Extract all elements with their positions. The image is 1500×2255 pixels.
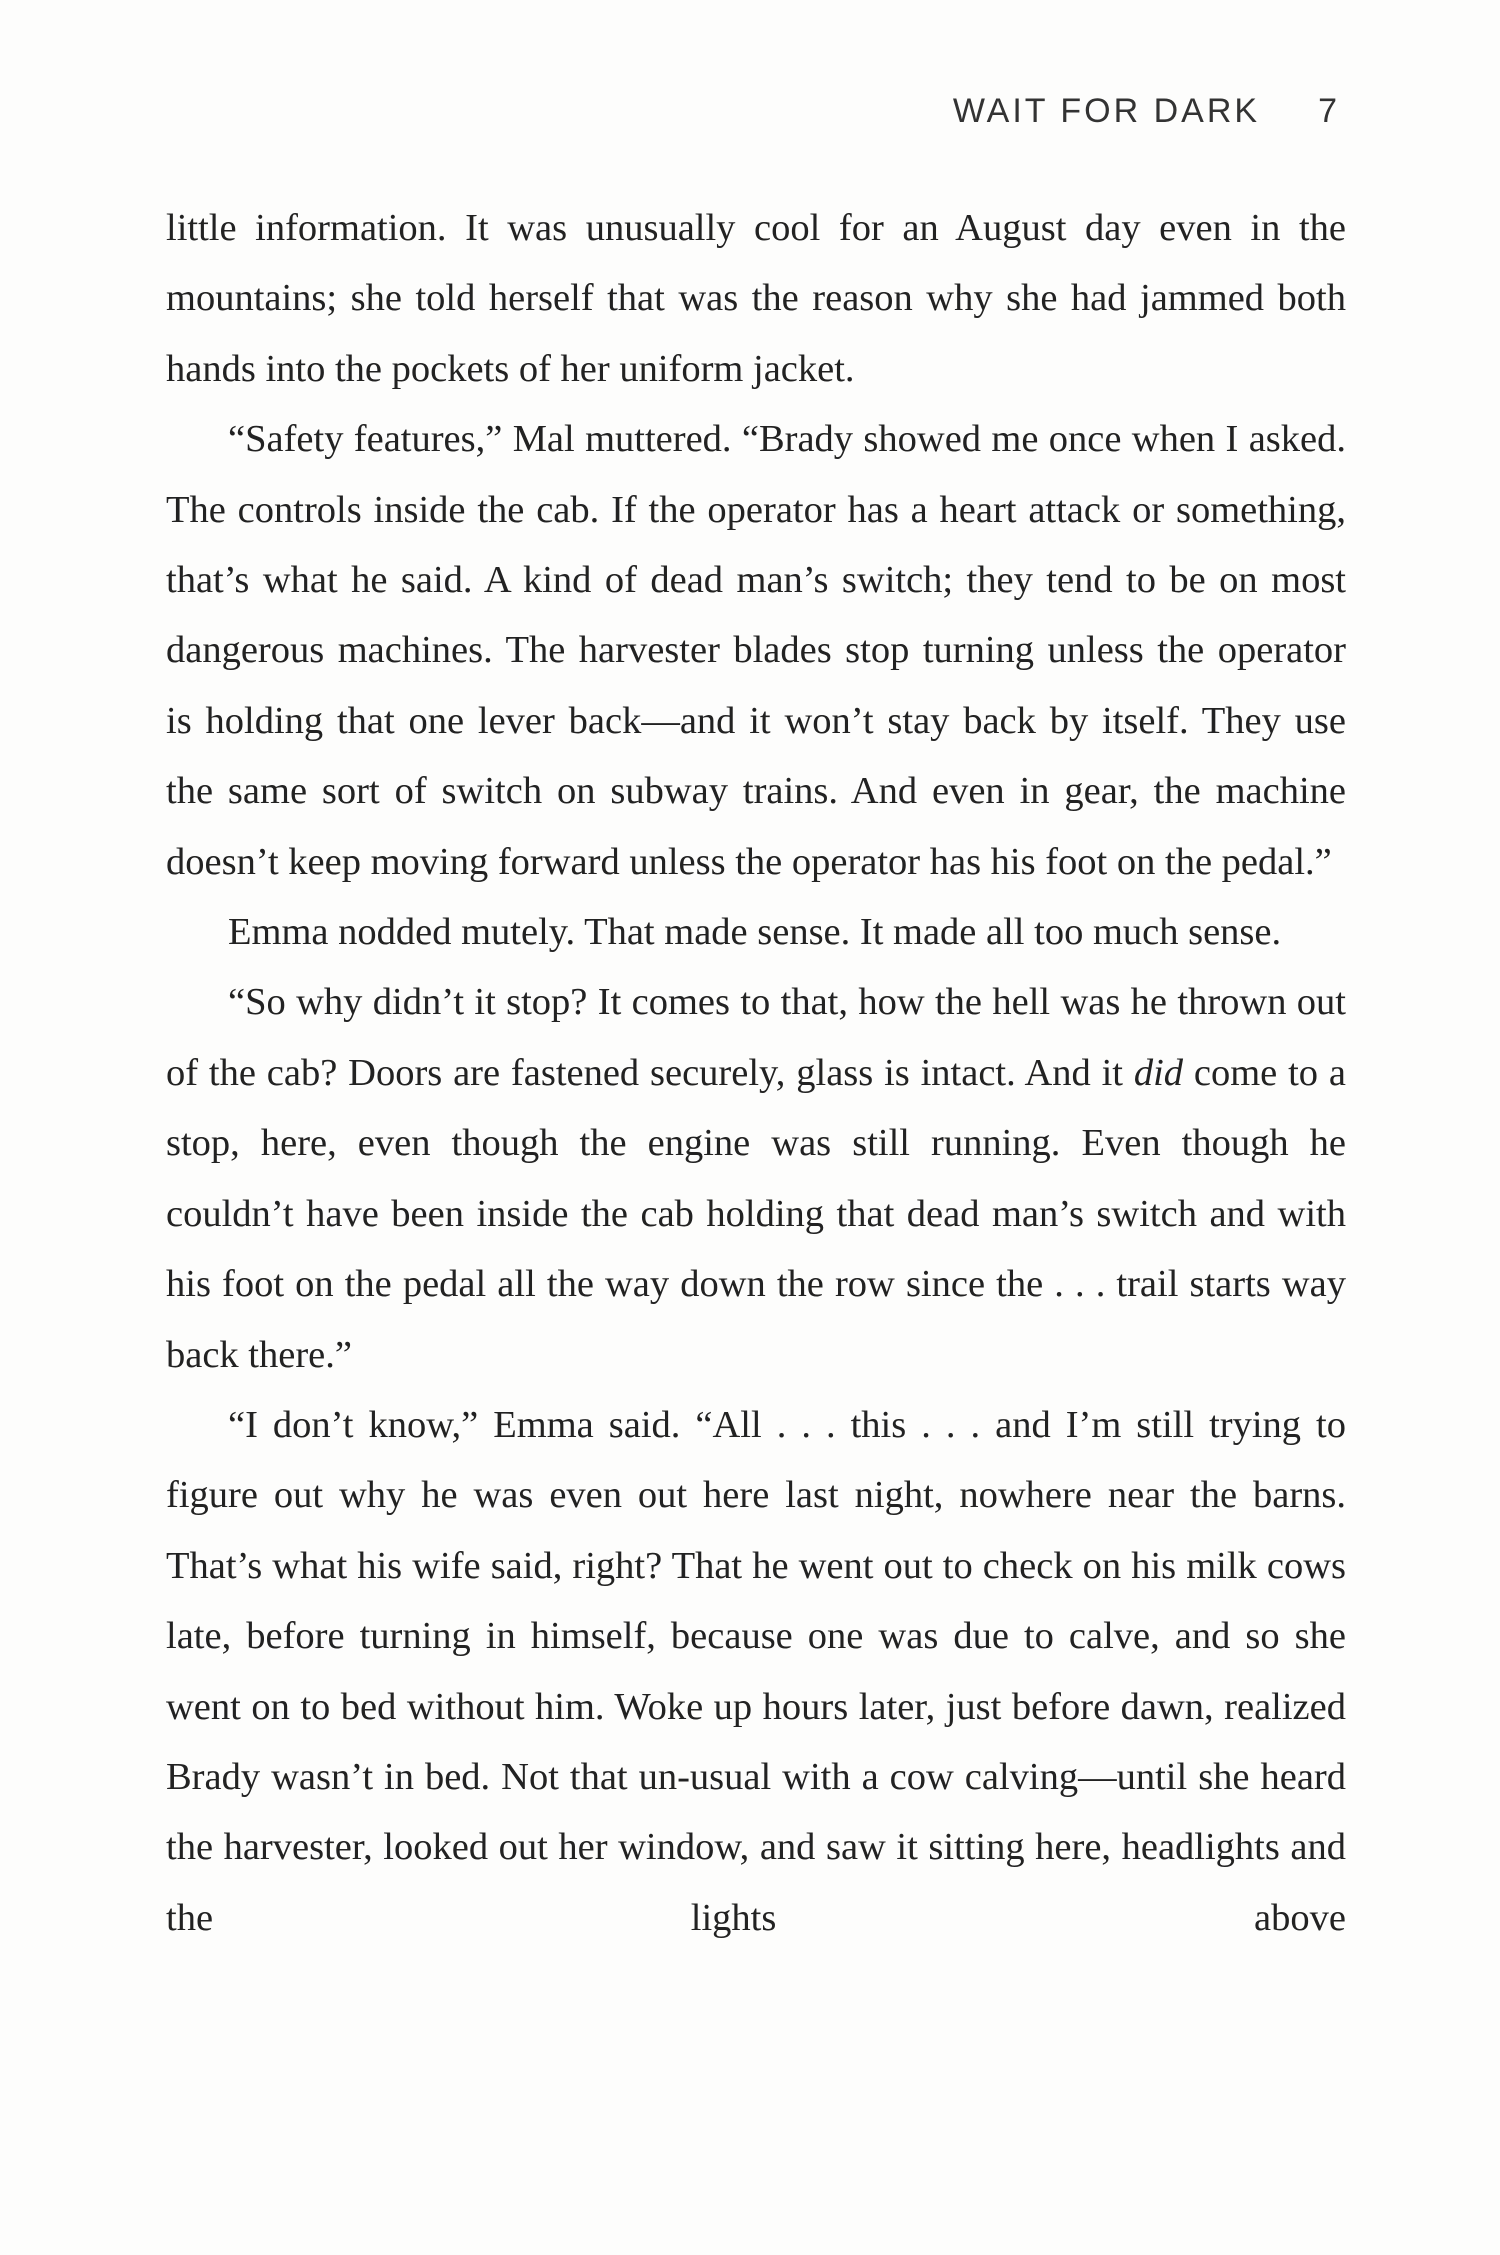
running-head xyxy=(953,92,1340,131)
paragraph-i-dont-know: “I don’t know,” Emma said. “All . . . this . . . and I’m still trying to figure out why he was even out here last night, nowhere near the barns. That’s what his wife said, right? That he went out to check on his milk cows late, before turning in himself, because one was due to calve, and so she went on to bed without him. Woke up hours later, just before dawn, realized Brady wasn’t in bed. Not that un-usual with a cow calving—until she heard the harvester, looked out her window, and saw it sitting here, headlights and the lights above xyxy=(166,1403,1346,1939)
italic-emphasis: did xyxy=(1133,1051,1184,1094)
paragraph-safety-features: “Safety features,” Mal muttered. “Brady showed me once when I asked. The controls inside the cab. If the operator has a heart attack or something, that’s what he said. A kind of dead man’s switch; they tend to be on most dangerous machines. The harvester blades stop turning unless the operator is holding that one lever back—and it won’t stay back by itself. They use the same sort of switch on subway trains. And even in gear, the machine doesn’t keep moving forward unless the operator has his foot on the pedal.” xyxy=(166,418,1346,883)
paragraph-why-didnt-it-stop xyxy=(166,967,1346,1389)
body-text xyxy=(166,193,1346,1953)
paragraph-text: come to a stop, here, even though the engine was still running. Even though he couldn’t have been inside the cab holding that dead man’s switch and with his foot on the pedal all the way down the row since the . . . trail starts way back there.” xyxy=(166,1051,1346,1376)
book-title-header: WAIT FOR DARK xyxy=(952,92,1261,130)
paragraph-text: “So why didn’t it stop? It comes to that, how the hell was he thrown out of the cab? Doors are fastened securely, glass is intact. And it xyxy=(166,981,1346,1094)
page-number: 7 xyxy=(1318,92,1340,130)
paragraph-emma-nodded: Emma nodded mutely. That made sense. It made all too much sense. xyxy=(228,911,1282,954)
paragraph-continuation: little information. It was unusually cool for an August day even in the mountains; she told herself that was the reason why she had jammed both hands into the pockets of her uniform jacket. xyxy=(166,207,1346,390)
